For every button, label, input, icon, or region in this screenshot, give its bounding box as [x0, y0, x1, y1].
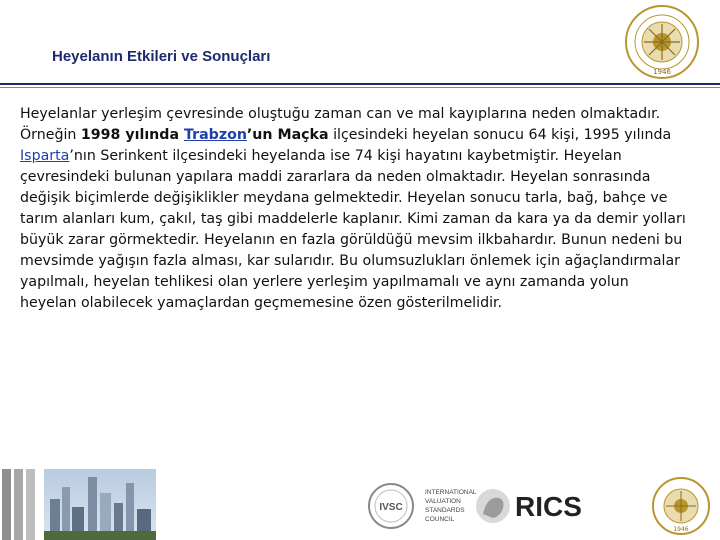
rics-lion-icon: [476, 489, 510, 523]
svg-text:VALUATION: VALUATION: [425, 498, 461, 505]
footer-bar: [14, 469, 23, 540]
rics-wordmark: RICS: [515, 491, 582, 522]
ivsc-logo: [369, 484, 413, 528]
partner-logos: [365, 476, 715, 536]
ankara-university-seal-logo: [624, 4, 700, 80]
footer-bar: [26, 469, 35, 540]
link-isparta[interactable]: Isparta: [20, 148, 70, 164]
svg-text:STANDARDS: STANDARDS: [425, 507, 465, 514]
link-trabzon[interactable]: Trabzon: [183, 127, 247, 143]
title-divider-thin: [0, 87, 720, 88]
ankara-university-seal-small: [653, 478, 709, 534]
slide-title: Heyelanın Etkileri ve Sonuçları: [52, 48, 271, 65]
footer-bar: [2, 469, 11, 540]
title-divider: [0, 83, 720, 85]
city-skyline-image: [44, 469, 156, 540]
ivsc-abbr: IVSC: [379, 502, 403, 513]
paragraph: Heyelanlar yerleşim çevresinde oluştuğu zaman can ve mal kayıplarına neden olmaktadır. Örneğin 1998 yılında Trabzon’un Maçka ilçesindeki heyelan sonucu 64 kişi, 1995 yılında Isparta’nın Serinkent ilçesindeki heyelanda ise 74 kişi hayatını kaybetmiştir. Heyelan çevresindeki bulunan yapılara maddi zararlara da neden olmaktadır. Heyelan sonrasında değişik biçimlerde değişiklikler meydana gelmektedir. Heyelan sonucu tarla, bağ, bahçe ve tarım alanları kum, çakıl, taş gibi maddelerle kaplanır. Kimi zaman da kara ya da demir yolları büyük zarar görmektedir. Heyelanın en fazla görüldüğü mevsim ilkbahardır. Bunun nedeni bu mevsimde yağışın fazla alması, kar sularıdır. Bu olumsuzlukları önlemek için ağaçlandırmalar yapılmalı, heyelan tehlikesi olan yerlere yerleşim yapılmamalı ve aynı zamanda yolun heyelan olabilecek yamaçlardan geçmemesine özen gösterilmelidir.: [20, 106, 686, 311]
svg-text:INTERNATIONAL: INTERNATIONAL: [425, 489, 477, 496]
seal-year: 1946: [653, 68, 671, 76]
body-text: [20, 104, 688, 314]
svg-text:COUNCIL: COUNCIL: [425, 516, 455, 523]
svg-text:1946: 1946: [673, 526, 689, 533]
ivsc-wordmark: [425, 489, 477, 523]
footer-decorative-bars: [0, 469, 40, 540]
